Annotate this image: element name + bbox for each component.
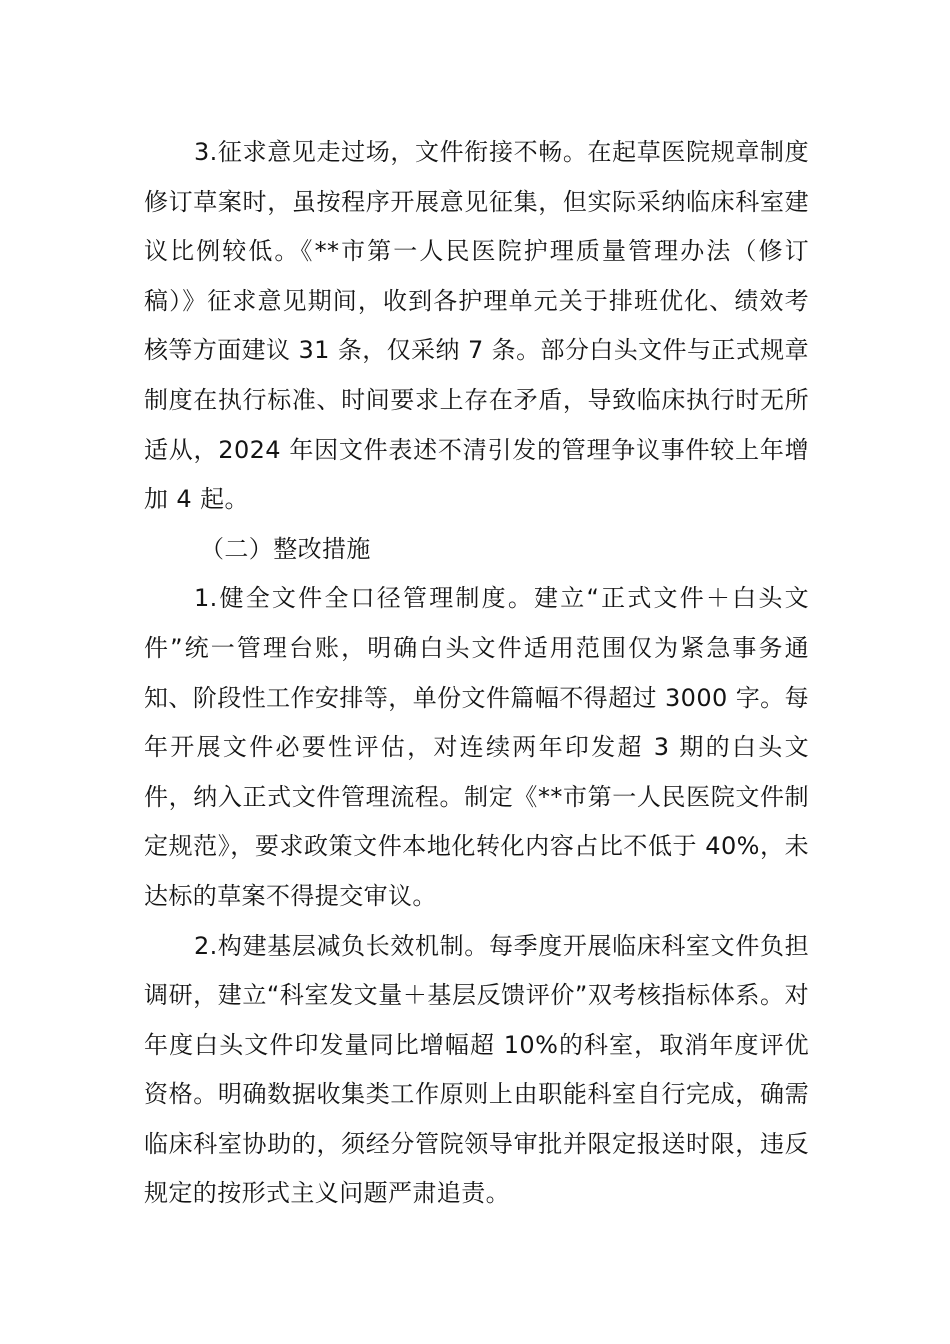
document-body	[144, 128, 809, 1219]
paragraph-consultation-issue: 3.征求意见走过场，文件衔接不畅。在起草医院规章制度修订草案时，虽按程序开展意见征集，但实际采纳临床科室建议比例较低。《**市第一人民医院护理质量管理办法（修订稿）》征求意见期间，收到各护理单元关于排班优化、绩效考核等方面建议 31 条，仅采纳 7 条。部分白头文件与正式规章制度在执行标准、时间要求上存在矛盾，导致临床执行时无所适从，2024 年因文件表述不清引发的管理争议事件较上年增加 4 起。	[144, 138, 809, 514]
section-heading-rectification: （二）整改措施	[200, 534, 371, 563]
paragraph-measure-1: 1.健全文件全口径管理制度。建立“正式文件＋白头文件”统一管理台账，明确白头文件适用范围仅为紧急事务通知、阶段性工作安排等，单份文件篇幅不得超过 3000 字。每年开展文件必要性评估，对连续两年印发超 3 期的白头文件，纳入正式文件管理流程。制定《**市第一人民医院文件制定规范》，要求政策文件本地化转化内容占比不低于 40%，未达标的草案不得提交审议。	[144, 584, 809, 910]
paragraph-measure-2: 2.构建基层减负长效机制。每季度开展临床科室文件负担调研，建立“科室发文量＋基层反馈评价”双考核指标体系。对年度白头文件印发量同比增幅超 10%的科室，取消年度评优资格。明确数据收集类工作原则上由职能科室自行完成，确需临床科室协助的，须经分管院领导审批并限定报送时限，违反规定的按形式主义问题严肃追责。	[144, 931, 809, 1208]
